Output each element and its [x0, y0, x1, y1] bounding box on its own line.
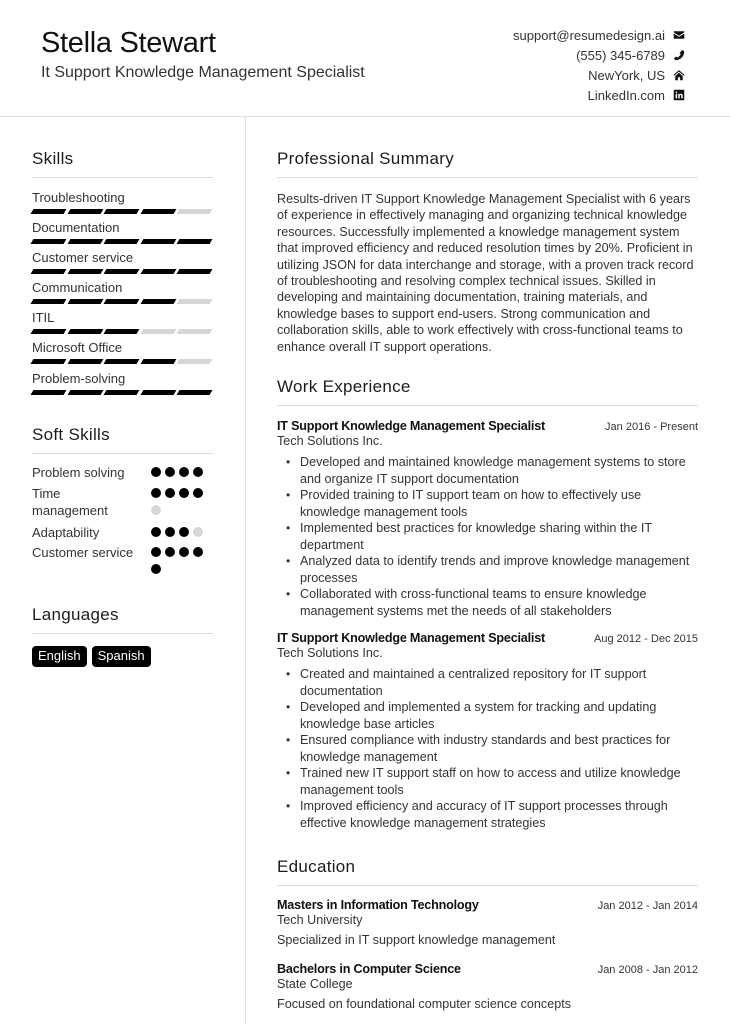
skills-section-header [32, 149, 213, 178]
job-bullet: • Collaborated with cross-functional teams to ensure knowledge management systems met the needs of all stakeholders [286, 586, 698, 619]
skill-level-bar [32, 359, 213, 364]
job-bullet: • Developed and implemented a system for tracking and updating knowledge base articles [286, 699, 698, 732]
job-date: Aug 2012 - Dec 2015 [594, 633, 698, 645]
education-description: Focused on foundational computer science concepts [277, 997, 572, 1011]
skill-level-bar [32, 390, 213, 395]
contact-list [513, 25, 685, 105]
school: Tech University [277, 913, 363, 927]
language-badge: Spanish [92, 646, 151, 667]
job-role: IT Support Knowledge Management Specialist [277, 419, 545, 433]
job-bullet: • Developed and maintained knowledge management systems to store and organize IT support documentation [286, 454, 698, 487]
job-bullet: • Trained new IT support staff on how to access and utilize knowledge management tools [286, 765, 698, 798]
job-bullet: • Implemented best practices for knowledge sharing within the IT department [286, 520, 698, 553]
contact-linkedin[interactable] [513, 85, 685, 105]
contact-location [513, 65, 685, 85]
skill-item [32, 250, 213, 274]
job-entry [277, 631, 698, 831]
section-divider [32, 633, 213, 634]
degree: Bachelors in Computer Science [277, 962, 461, 976]
skill-level-bar [32, 269, 213, 274]
languages-section-header [32, 605, 213, 634]
job-entry [277, 419, 698, 619]
language-badge: English [32, 646, 87, 667]
soft-skill-item [32, 464, 213, 484]
job-bullet: • Ensured compliance with industry standards and best practices for knowledge management [286, 732, 698, 765]
education-entry [277, 962, 698, 1011]
section-divider [277, 405, 698, 406]
section-divider [277, 885, 698, 886]
section-title: Languages [32, 605, 119, 624]
section-title: Work Experience [277, 377, 411, 396]
skill-item [32, 220, 213, 244]
section-title: Soft Skills [32, 425, 110, 444]
summary-section-header [277, 149, 698, 178]
skill-level-bar [32, 299, 213, 304]
home-icon [672, 69, 685, 81]
soft-skill-item [32, 485, 213, 522]
skill-level-bar [32, 329, 213, 334]
skill-name: Problem-solving [32, 371, 126, 386]
skill-level-bar [32, 209, 213, 214]
language-list [32, 646, 151, 667]
summary-text: Results-driven IT Support Knowledge Management Specialist with 6 years of experience in effectively managing and organizing technical knowledge resources. Successfully implemented a knowledge management system that improved efficiency and reduced resolution times by 20%. Proficient in utilizing JSON for data interchange and storage, with a proven track record of troubleshooting and resolving complex technical issues. Skilled in developing and maintaining documentation, training materials, and knowledge bases to support end-users. Strong communication and collaboration skills, able to work effectively with cross-functional teams to enhance overall IT support operations. [277, 192, 694, 354]
education-entry [277, 898, 698, 947]
location-text: NewYork, US [588, 67, 665, 83]
soft-skill-name: Problem solving [32, 465, 125, 480]
linkedin-text: LinkedIn.com [587, 87, 665, 103]
soft-skill-name: Time management [32, 486, 108, 518]
work-section-header [277, 377, 698, 406]
skill-name: Customer service [32, 250, 134, 265]
job-company: Tech Solutions Inc. [277, 434, 383, 448]
soft-skill-rating [151, 544, 211, 581]
skill-item [32, 371, 213, 395]
contact-email[interactable] [513, 25, 685, 45]
section-title: Skills [32, 149, 74, 168]
envelope-icon [672, 29, 685, 41]
job-bullets [277, 666, 698, 831]
education-description: Specialized in IT support knowledge management [277, 933, 556, 947]
skill-name: Documentation [32, 220, 120, 235]
job-role: IT Support Knowledge Management Specialist [277, 631, 545, 645]
section-divider [277, 177, 698, 178]
skill-item [32, 190, 213, 214]
skill-name: Microsoft Office [32, 340, 123, 355]
job-bullet: • Provided training to IT support team on how to effectively use knowledge management tools [286, 487, 698, 520]
job-bullet: • Created and maintained a centralized repository for IT support documentation [286, 666, 698, 699]
soft-skill-name: Customer service [32, 545, 134, 560]
section-title: Education [277, 857, 356, 876]
skill-item [32, 280, 213, 304]
job-company: Tech Solutions Inc. [277, 646, 383, 660]
section-divider [32, 453, 213, 454]
soft-skill-rating [151, 524, 211, 544]
soft-skill-item [32, 524, 213, 544]
soft-skill-rating [151, 485, 211, 522]
resume-header [0, 0, 730, 117]
job-bullets [277, 454, 698, 619]
job-bullet: • Analyzed data to identify trends and improve knowledge management processes [286, 553, 698, 586]
contact-phone[interactable] [513, 45, 685, 65]
soft-skills-section-header [32, 425, 213, 454]
soft-skill-name: Adaptability [32, 525, 100, 540]
soft-skill-item [32, 544, 213, 581]
linkedin-icon [672, 89, 685, 101]
degree: Masters in Information Technology [277, 898, 479, 912]
skill-name: Troubleshooting [32, 190, 125, 205]
candidate-name: Stella Stewart [41, 27, 216, 59]
candidate-title: It Support Knowledge Management Specialist [41, 64, 365, 81]
job-bullet: • Improved efficiency and accuracy of IT support processes through effective knowledge management strategies [286, 798, 698, 831]
education-date: Jan 2012 - Jan 2014 [597, 900, 698, 912]
section-title: Professional Summary [277, 149, 455, 168]
job-date: Jan 2016 - Present [605, 421, 698, 433]
skill-name: Communication [32, 280, 123, 295]
phone-text: (555) 345-6789 [576, 47, 665, 63]
skill-item [32, 340, 213, 364]
skill-item [32, 310, 213, 334]
phone-icon [672, 49, 685, 61]
education-date: Jan 2008 - Jan 2012 [597, 964, 698, 976]
soft-skill-rating [151, 464, 211, 484]
school: State College [277, 977, 353, 991]
skill-name: ITIL [32, 310, 55, 325]
skill-level-bar [32, 239, 213, 244]
education-section-header [277, 857, 698, 886]
section-divider [32, 177, 213, 178]
email-text: support@resumedesign.ai [513, 27, 665, 43]
column-divider [245, 117, 246, 1024]
